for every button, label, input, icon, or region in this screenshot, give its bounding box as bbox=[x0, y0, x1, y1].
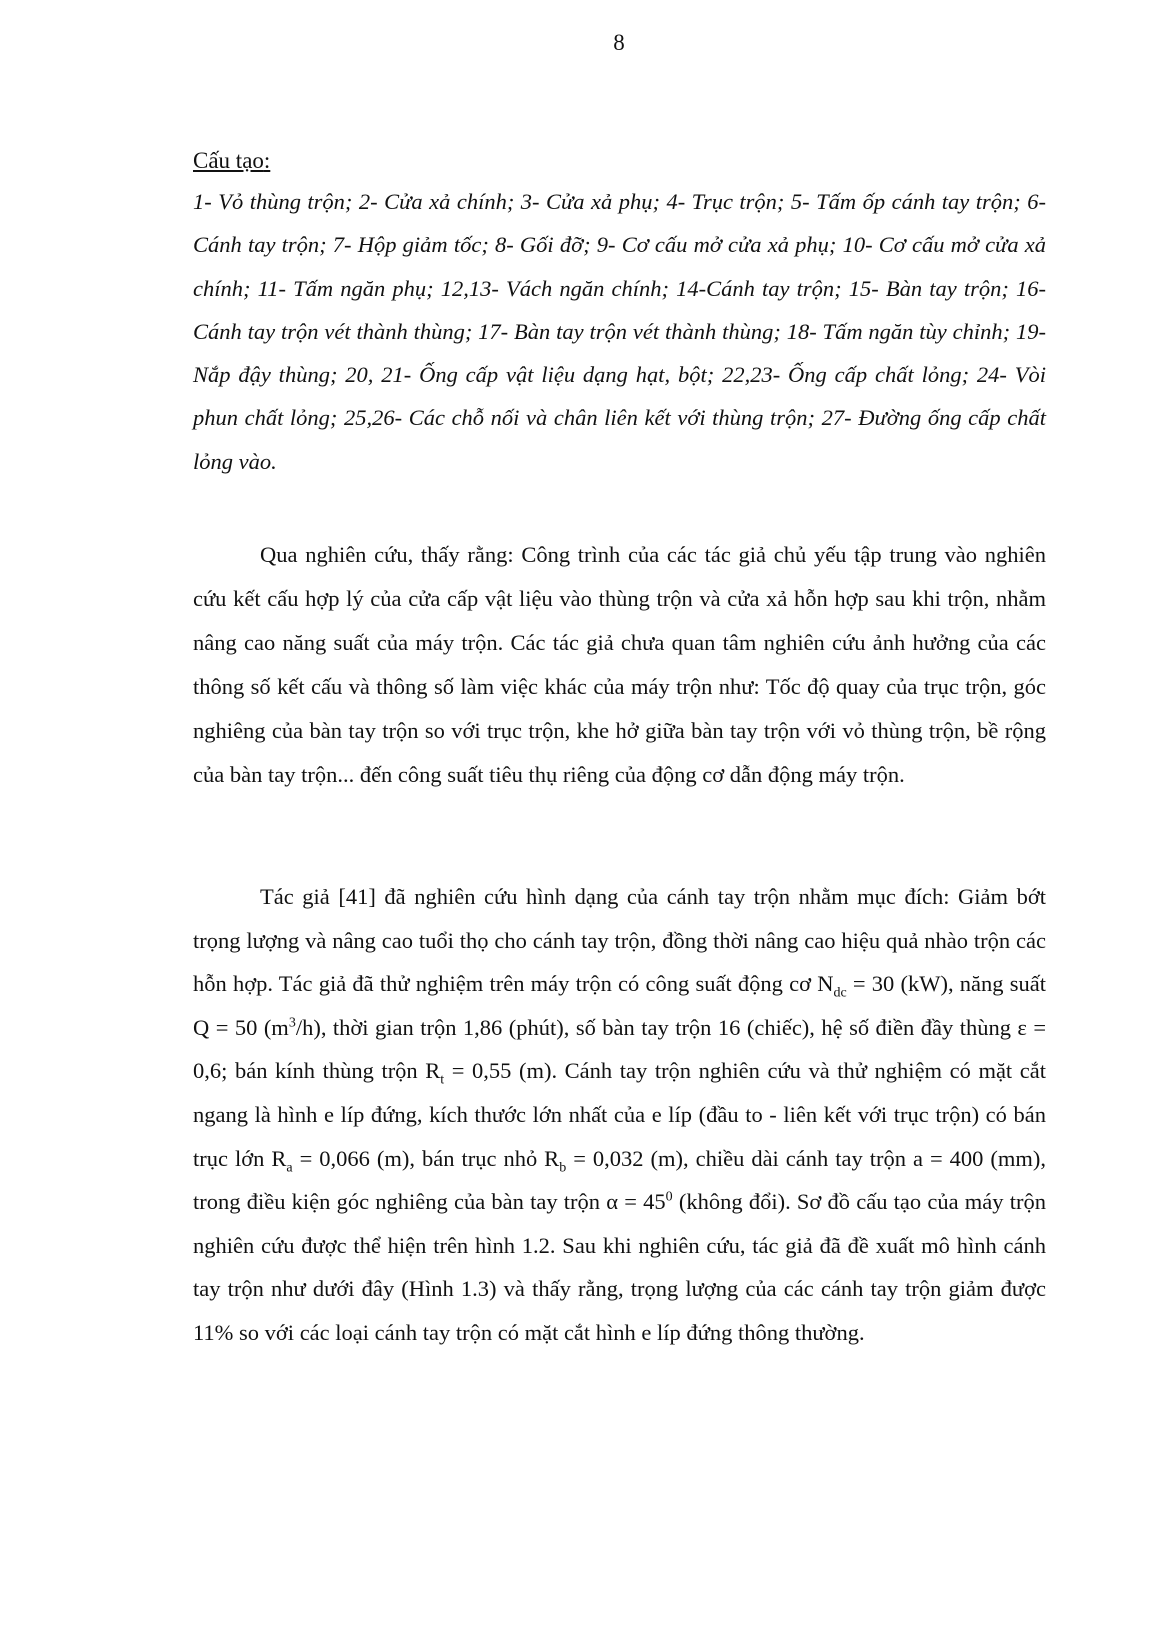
subscript-dc: dc bbox=[833, 985, 847, 1001]
para2-text-3: /h), thời gian trộn 1,86 (phút), số bàn tay trộn 16 (chiếc), hệ số điền đầy thùng ε = 0,6; bán kính thùng trộn R bbox=[193, 1014, 1047, 1084]
para2-text-6: = 0,032 (m), chiều dài cánh tay trộn a = 400 (mm), trong điều kiện góc nghiêng của bàn tay trộn α = 45 bbox=[193, 1145, 1046, 1215]
para2-text-7: (không đổi). Sơ đồ cấu tạo của máy trộn nghiên cứu được thể hiện trên hình 1.2. Sau khi nghiên cứu, tác giả đã đề xuất mô hình cánh tay trộn như dưới đây (Hình 1.3) và thấy rằng, trọng lượng của các cánh tay trộn giảm được 11% so với các loại cánh tay trộn có mặt cắt hình e líp đứng thông thường. bbox=[193, 1189, 1046, 1345]
page-number: 8 bbox=[613, 30, 625, 55]
para2-text-2: = 30 (kW), năng suất Q = 50 (m bbox=[193, 971, 1046, 1040]
section-label-text: Cấu tạo bbox=[193, 148, 264, 173]
superscript-0: 0 bbox=[665, 1189, 673, 1205]
subscript-t: t bbox=[440, 1072, 445, 1088]
section-label-colon: : bbox=[263, 148, 271, 173]
subscript-b: b bbox=[559, 1160, 567, 1176]
section-label bbox=[193, 148, 270, 174]
paragraph-arm-study bbox=[193, 875, 1046, 1355]
para2-text-5: = 0,066 (m), bán trục nhỏ R bbox=[292, 1145, 560, 1171]
component-legend: 1- Vỏ thùng trộn; 2- Cửa xả chính; 3- Cửa xả phụ; 4- Trục trộn; 5- Tấm ốp cánh tay trộn; 6- Cánh tay trộn; 7- Hộp giảm tốc; 8- Gối đỡ; 9- Cơ cấu mở cửa xả phụ; 10- Cơ cấu mở cửa xả chính; 11- Tấm ngăn phụ; 12,13- Vách ngăn chính; 14-Cánh tay trộn; 15- Bàn tay trộn; 16- Cánh tay trộn vét thành thùng; 17- Bàn tay trộn vét thành thùng; 18- Tấm ngăn tùy chỉnh; 19- Nắp đậy thùng; 20, 21- Ống cấp vật liệu dạng hạt, bột; 22,23- Ống cấp chất lỏng; 24- Vòi phun chất lỏng; 25,26- Các chỗ nối và chân liên kết với thùng trộn; 27- Đường ống cấp chất lỏng vào. bbox=[193, 189, 1046, 474]
superscript-3: 3 bbox=[288, 1015, 296, 1031]
subscript-a: a bbox=[286, 1160, 293, 1176]
paragraph-research-summary: Qua nghiên cứu, thấy rằng: Công trình của các tác giả chủ yếu tập trung vào nghiên cứu kết cấu hợp lý của cửa cấp vật liệu vào thùng trộn và cửa xả hỗn hợp sau khi trộn, nhằm nâng cao năng suất của máy trộn. Các tác giả chưa quan tâm nghiên cứu ảnh hưởng của các thông số kết cấu và thông số làm việc khác của máy trộn như: Tốc độ quay của trục trộn, góc nghiêng của bàn tay trộn so với trục trộn, khe hở giữa bàn tay trộn với vỏ thùng trộn, bề rộng của bàn tay trộn... đến công suất tiêu thụ riêng của động cơ dẫn động máy trộn. bbox=[193, 542, 1046, 787]
para2-text-4: = 0,55 (m). Cánh tay trộn nghiên cứu và thử nghiệm có mặt cắt ngang là hình e líp đứng, kích thước lớn nhất của e líp (đầu to - liên kết với trục trộn) có bán trục lớn R bbox=[193, 1058, 1046, 1171]
para2-text-1: Tác giả [41] đã nghiên cứu hình dạng của cánh tay trộn nhằm mục đích: Giảm bớt trọng lượng và nâng cao tuổi thọ cho cánh tay trộn, đồng thời nâng cao hiệu quả nhào trộn các hỗn hợp. Tác giả đã thử nghiệm trên máy trộn có công suất động cơ N bbox=[193, 884, 1046, 997]
